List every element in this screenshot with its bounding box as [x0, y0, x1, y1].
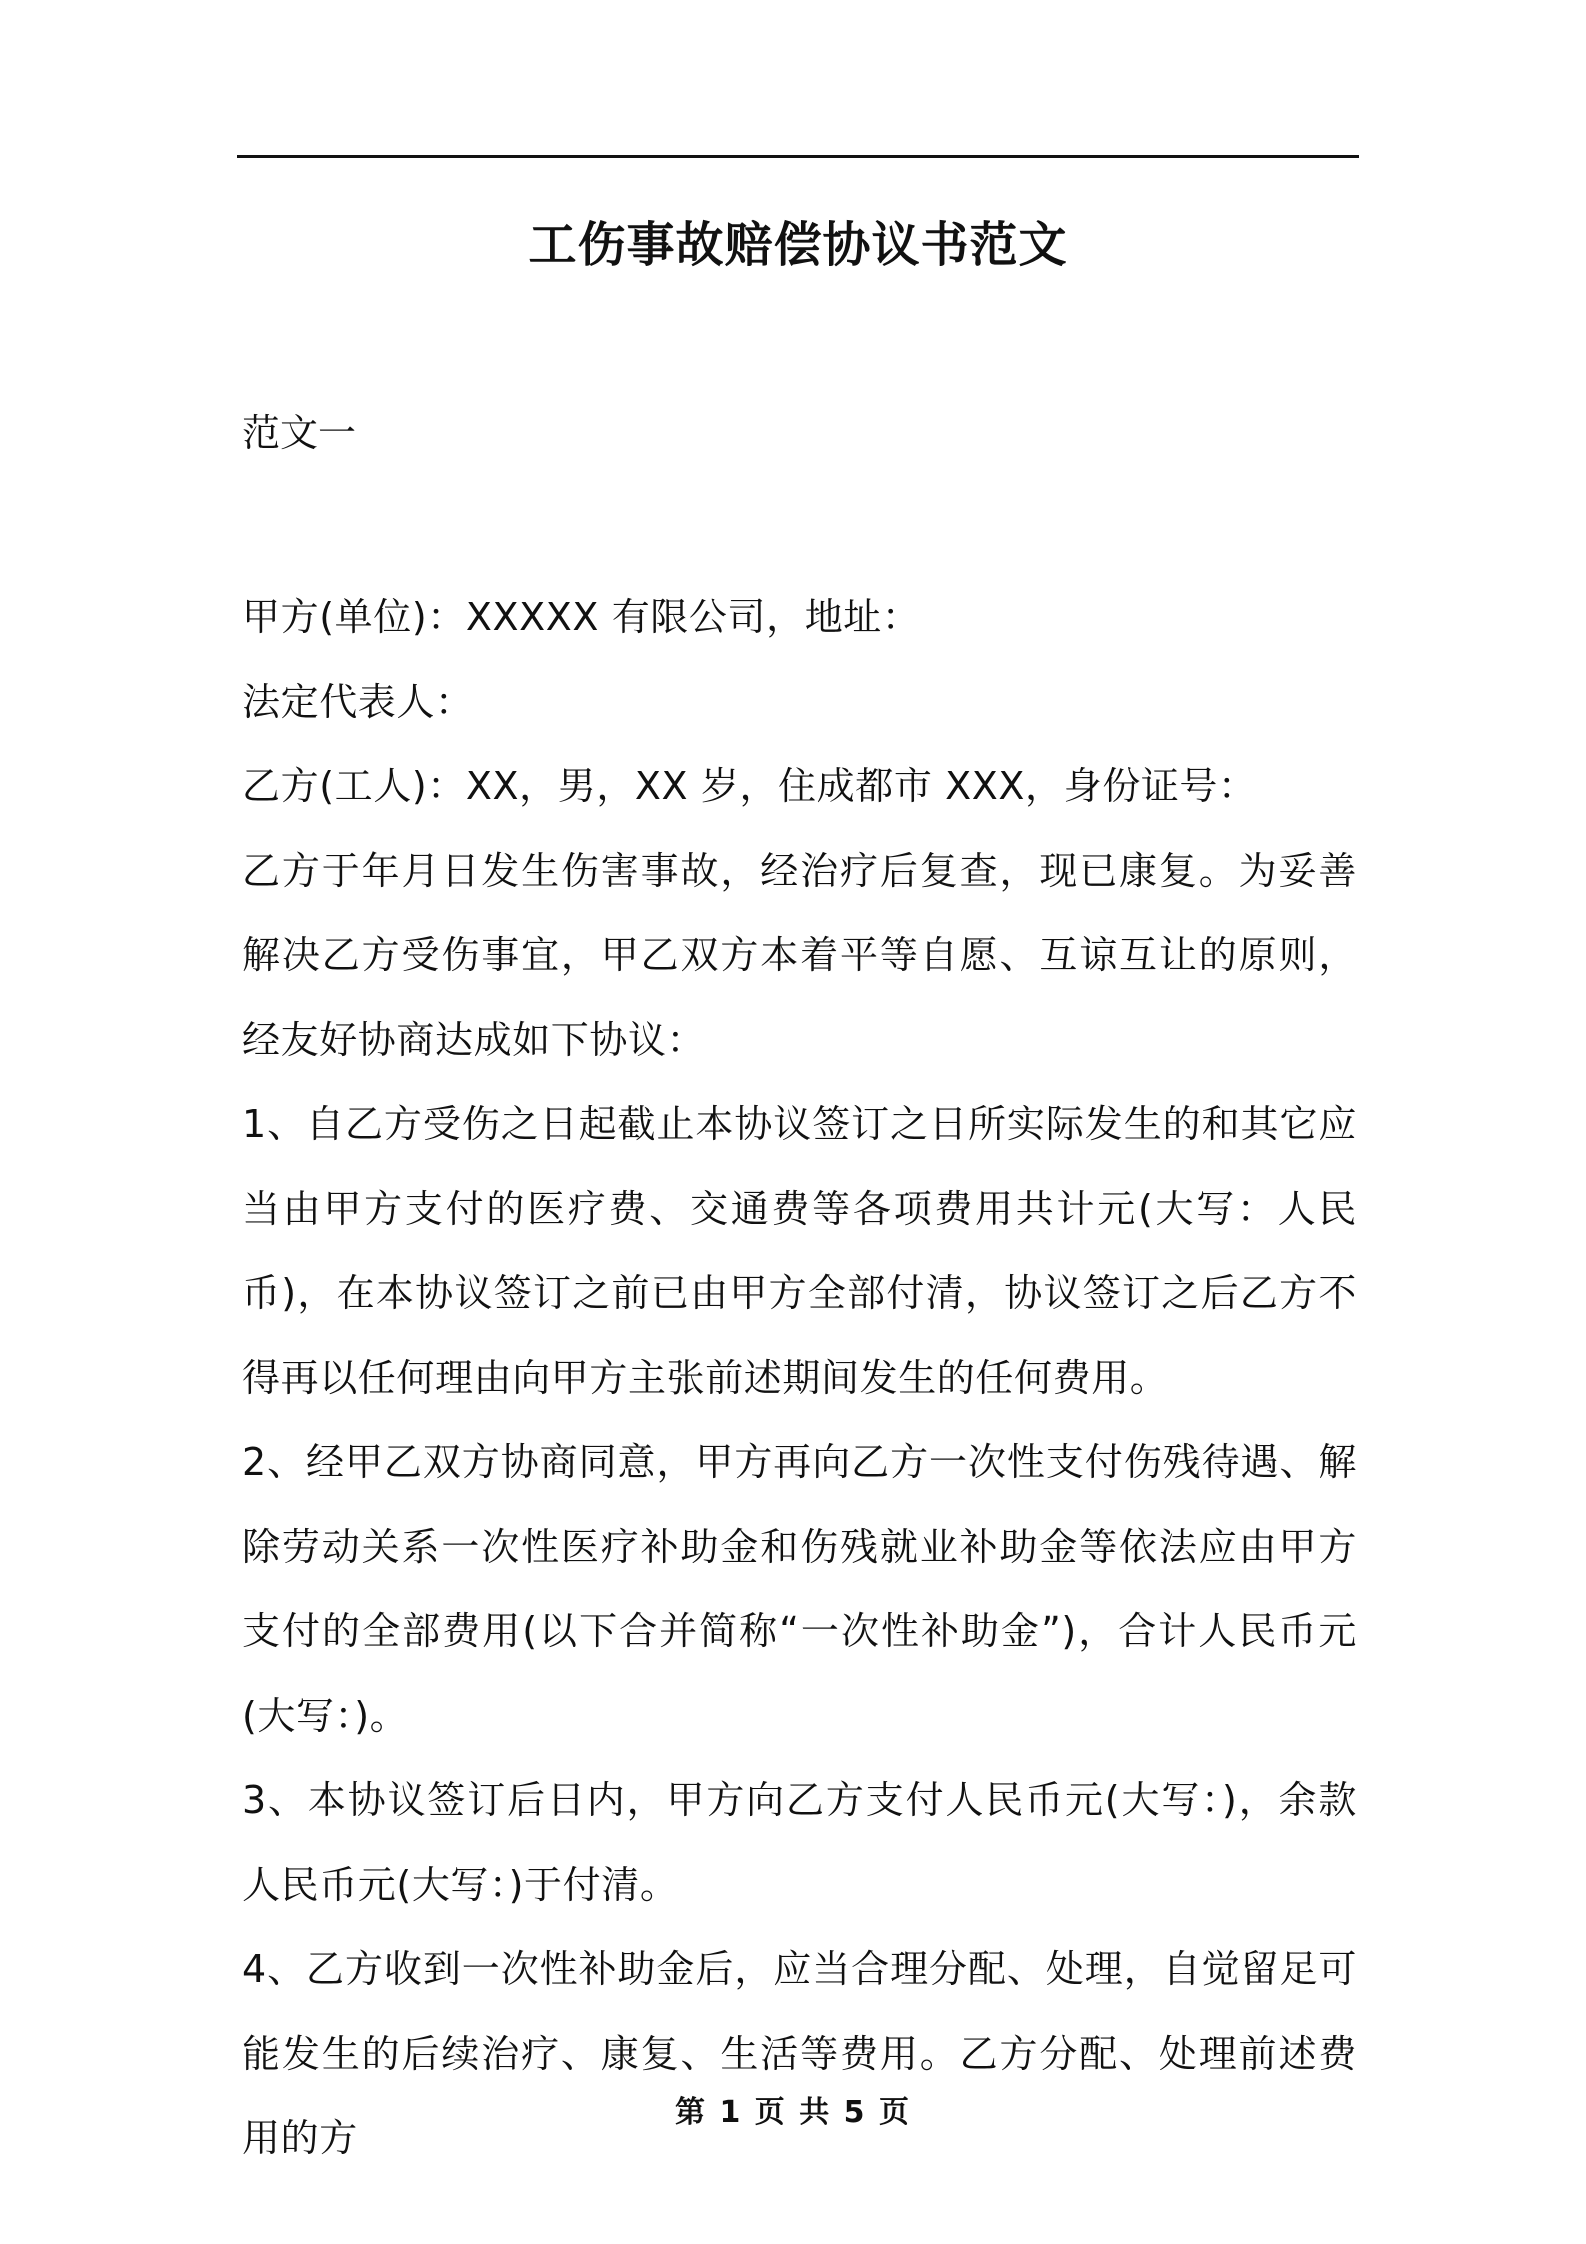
document-body: [242, 575, 1357, 2181]
page-footer: 第 1 页 共 5 页: [675, 2095, 911, 2130]
paragraph-party-b: 乙方(工人)：XX，男，XX 岁，住成都市 XXX，身份证号：: [242, 764, 1257, 808]
paragraph-clause-3: 3、本协议签订后日内，甲方向乙方支付人民币元(大写：)，余款人民币元(大写：)于付清。: [242, 1778, 1357, 1907]
paragraph-clause-2: 2、经甲乙双方协商同意，甲方再向乙方一次性支付伤残待遇、解除劳动关系一次性医疗补助金和伤残就业补助金等依法应由甲方支付的全部费用(以下合并简称“一次性补助金”)，合计人民币元(大写：)。: [242, 1440, 1357, 1738]
paragraph-preamble: 乙方于年月日发生伤害事故，经治疗后复查，现已康复。为妥善解决乙方受伤事宜，甲乙双方本着平等自愿、互谅互让的原则，经友好协商达成如下协议：: [242, 848, 1357, 1062]
section-heading: 范文一: [242, 411, 357, 455]
paragraph-clause-1: 1、自乙方受伤之日起截止本协议签订之日所实际发生的和其它应当由甲方支付的医疗费、交通费等各项费用共计元(大写：人民币)，在本协议签订之前已由甲方全部付清，协议签订之后乙方不得再以任何理由向甲方主张前述期间发生的任何费用。: [242, 1102, 1357, 1400]
paragraph-legal-rep: 法定代表人：: [242, 679, 474, 724]
paragraph-clause-4: 4、乙方收到一次性补助金后，应当合理分配、处理，自觉留足可能发生的后续治疗、康复、生活等费用。乙方分配、处理前述费用的方: [242, 1947, 1357, 2160]
paragraph-party-a: 甲方(单位)：XXXXX 有限公司，地址：: [242, 595, 921, 639]
document-title: 工伤事故赔偿协议书范文: [528, 217, 1068, 273]
header-rule: [237, 155, 1359, 158]
